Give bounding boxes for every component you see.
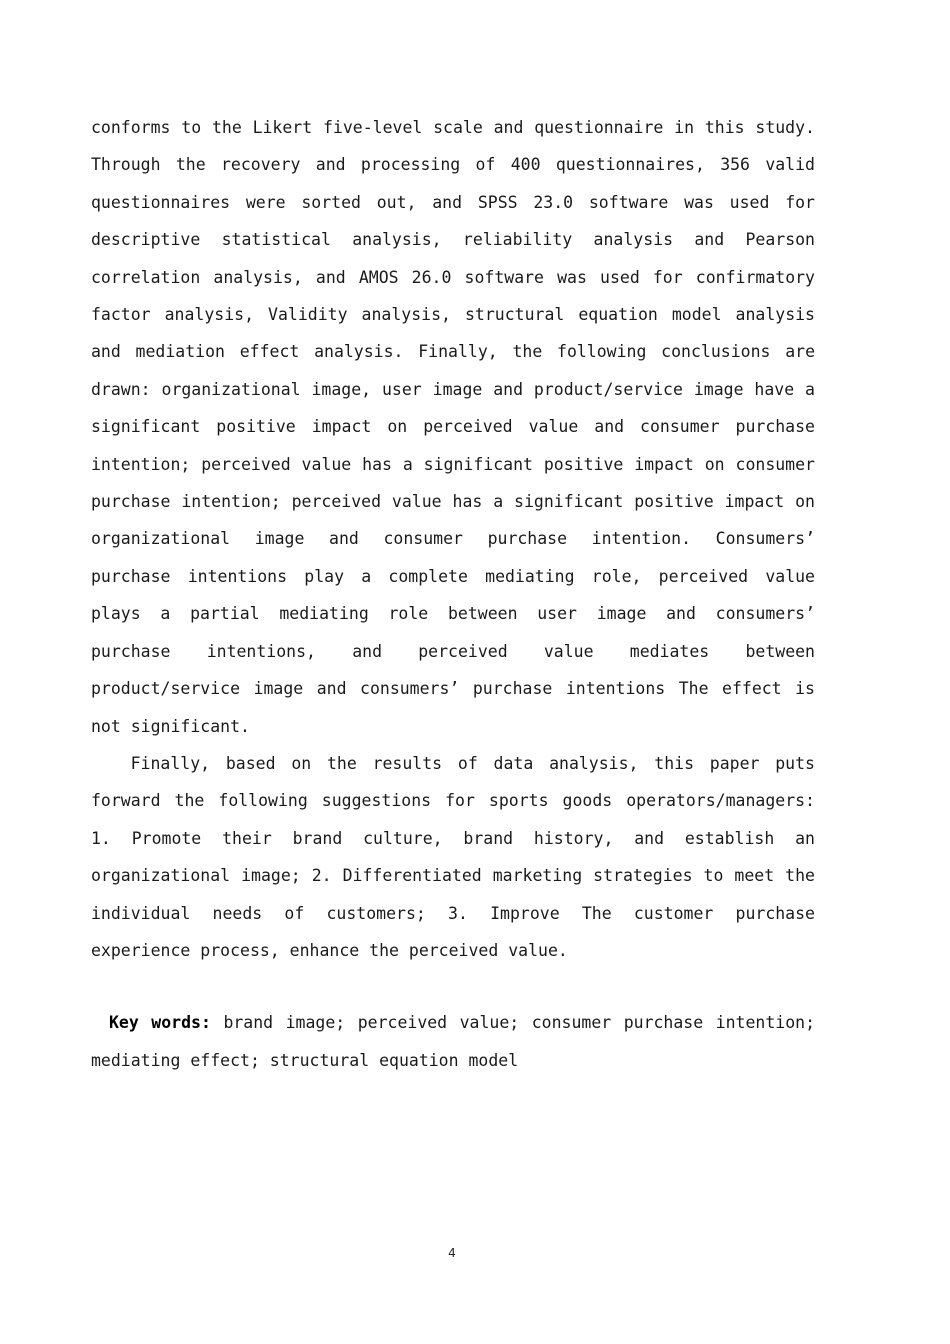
keywords-line	[91, 1004, 815, 1079]
abstract-paragraph-1: conforms to the Likert five-level scale and questionnaire in this study. Through the recovery and processing of 400 questionnaires, 356 valid questionnaires were sorted out, and SPSS 23.0 software was used for descriptive statistical analysis, reliability analysis and Pearson correlation analysis, and AMOS 26.0 software was used for confirmatory factor analysis, Validity analysis, structural equation model analysis and mediation effect analysis. Finally, the following conclusions are drawn: organizational image, user image and product/service image have a significant positive impact on perceived value and consumer purchase intention; perceived value has a significant positive impact on consumer purchase intention; perceived value has a significant positive impact on organizational image and consumer purchase intention. Consumers’ purchase intentions play a complete mediating role, perceived value plays a partial mediating role between user image and consumers’ purchase intentions, and perceived value mediates between product/service image and consumers’ purchase intentions The effect is not significant.	[91, 118, 815, 736]
keywords-label: Key words:	[109, 1013, 211, 1033]
abstract-body	[91, 109, 815, 1079]
page-number: 4	[448, 1246, 456, 1260]
keywords-text: brand image; perceived value; consumer purchase intention; mediating effect; structural equation model	[91, 1013, 816, 1070]
abstract-paragraph-2: Finally, based on the results of data analysis, this paper puts forward the following suggestions for sports goods operators/managers: 1. Promote their brand culture, brand history, and establish an organizational image; 2. Differentiated marketing strategies to meet the individual needs of customers; 3. Improve The customer purchase experience process, enhance the perceived value.	[91, 753, 815, 960]
